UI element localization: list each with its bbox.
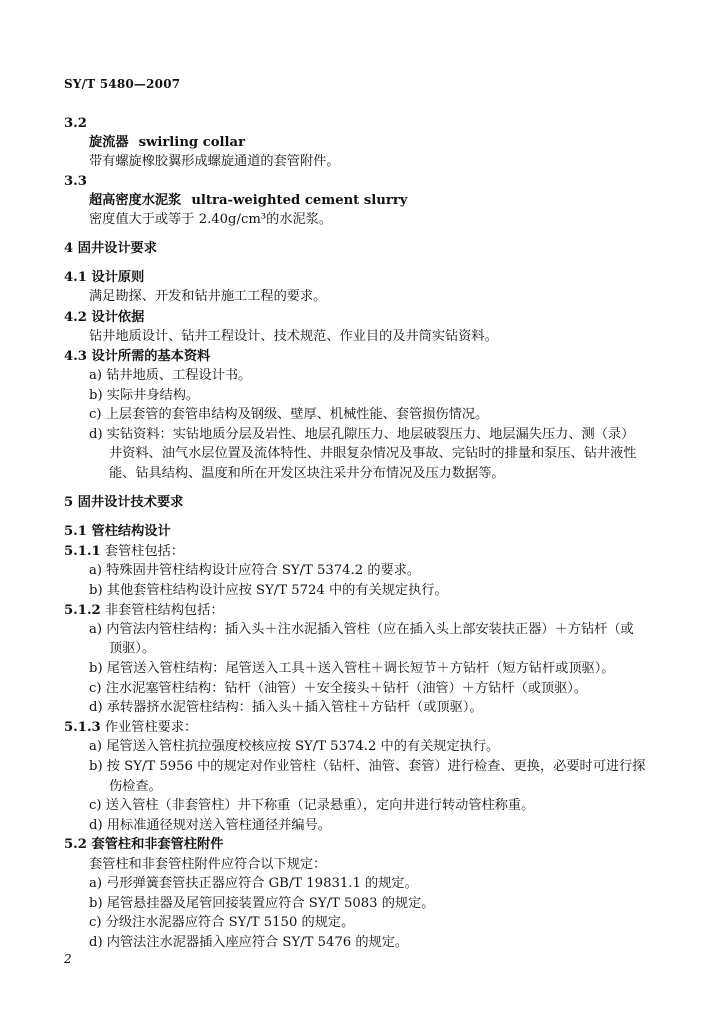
text-line: 3.3 xyxy=(64,174,87,189)
text-line: 井资料、油气水层位置及流体特性、井眼复杂情况及事故、完钻时的排量和泵压、钻井液性 xyxy=(109,446,637,461)
text-line: 超高密度水泥浆 ultra-weighted cement slurry xyxy=(89,193,408,208)
text-line: 5.1.3 作业管柱要求： xyxy=(64,720,198,735)
text-line: 4.1 设计原则 xyxy=(64,270,145,285)
text-line: d) 承转器挤水泥管柱结构：插入头＋插入管柱＋方钻杆（或顶驱）。 xyxy=(89,700,483,715)
text-line: c) 注水泥塞管柱结构：钻杆（油管）＋安全接头＋钻杆（油管）＋方钻杆（或顶驱）。 xyxy=(89,681,588,696)
text-line: 5.1.2 非套管柱结构包括： xyxy=(64,603,224,618)
text-line: c) 分级注水泥器应符合 SY/T 5150 的规定。 xyxy=(89,915,355,930)
text-line: 5.2 套管柱和非套管柱附件 xyxy=(64,837,224,852)
text-line: 能、钻具结构、温度和所在开发区块注采井分布情况及压力数据等。 xyxy=(109,466,505,481)
text-line: d) 内管法注水泥器插入座应符合 SY/T 5476 的规定。 xyxy=(89,935,409,950)
text-line: d) 实钻资料：实钻地质分层及岩性、地层孔隙压力、地层破裂压力、地层漏失压力、测（录） xyxy=(89,427,635,442)
text-line: 满足勘探、开发和钻井施工工程的要求。 xyxy=(89,289,327,304)
text-line: 旋流器 swirling collar xyxy=(89,135,246,150)
text-line: 4 固井设计要求 xyxy=(64,241,157,256)
text-line: c) 上层套管的套管串结构及钢级、壁厚、机械性能、套管损伤情况。 xyxy=(89,407,489,422)
text-line: 密度值大于或等于 2.40g/cm³的水泥浆。 xyxy=(89,212,333,227)
text-line: b) 实际井身结构。 xyxy=(89,388,200,403)
text-line: 带有螺旋橡胶翼形成螺旋通道的套管附件。 xyxy=(89,154,340,169)
text-line: 5 固井设计技术要求 xyxy=(64,495,184,510)
text-line: b) 尾管悬挂器及尾管回接装置应符合 SY/T 5083 的规定。 xyxy=(89,896,435,911)
text-line: 套管柱和非套管柱附件应符合以下规定： xyxy=(89,857,327,872)
text-line: 5.1 管柱结构设计 xyxy=(64,524,171,539)
text-line: 钻井地质设计、钻井工程设计、技术规范、作业目的及井筒实钻资料。 xyxy=(89,329,498,344)
text-line: 3.2 xyxy=(64,116,87,131)
text-line: a) 钻井地质、工程设计书。 xyxy=(89,368,252,383)
text-line: b) 尾管送入管柱结构：尾管送入工具＋送入管柱＋调长短节＋方钻杆（短方钻杆或顶驱）。 xyxy=(89,661,615,676)
text-line: 伤检查。 xyxy=(109,779,162,794)
standard-header: SY/T 5480—2007 xyxy=(64,77,181,91)
text-line: b) 按 SY/T 5956 中的规定对作业管柱（钻杆、油管、套管）进行检查、更换，必要时可进行探 xyxy=(89,759,646,774)
text-line: 4.3 设计所需的基本资料 xyxy=(64,349,211,364)
text-line: a) 弓形弹簧套管扶正器应符合 GB/T 19831.1 的规定。 xyxy=(89,876,418,891)
text-line: b) 其他套管柱结构设计应按 SY/T 5724 中的有关规定执行。 xyxy=(89,583,448,598)
page-number: 2 xyxy=(64,952,72,966)
text-line: a) 特殊固井管柱结构设计应符合 SY/T 5374.2 的要求。 xyxy=(89,563,421,578)
text-line: a) 内管法内管柱结构：插入头＋注水泥插入管柱（应在插入头上部安装扶正器）＋方钻杆（或 xyxy=(89,622,634,637)
term-english: ultra-weighted cement slurry xyxy=(191,193,408,208)
term-english: swirling collar xyxy=(138,135,246,150)
text-line: 4.2 设计依据 xyxy=(64,310,145,325)
text-line: 顶驱）。 xyxy=(109,641,156,656)
text-line: a) 尾管送入管柱抗拉强度校核应按 SY/T 5374.2 中的有关规定执行。 xyxy=(89,739,500,754)
text-line: d) 用标准通径规对送入管柱通径并编号。 xyxy=(89,818,331,833)
text-line: c) 送入管柱（非套管柱）井下称重（记录悬重），定向井进行转动管柱称重。 xyxy=(89,798,535,813)
text-line: 5.1.1 套管柱包括： xyxy=(64,544,185,559)
